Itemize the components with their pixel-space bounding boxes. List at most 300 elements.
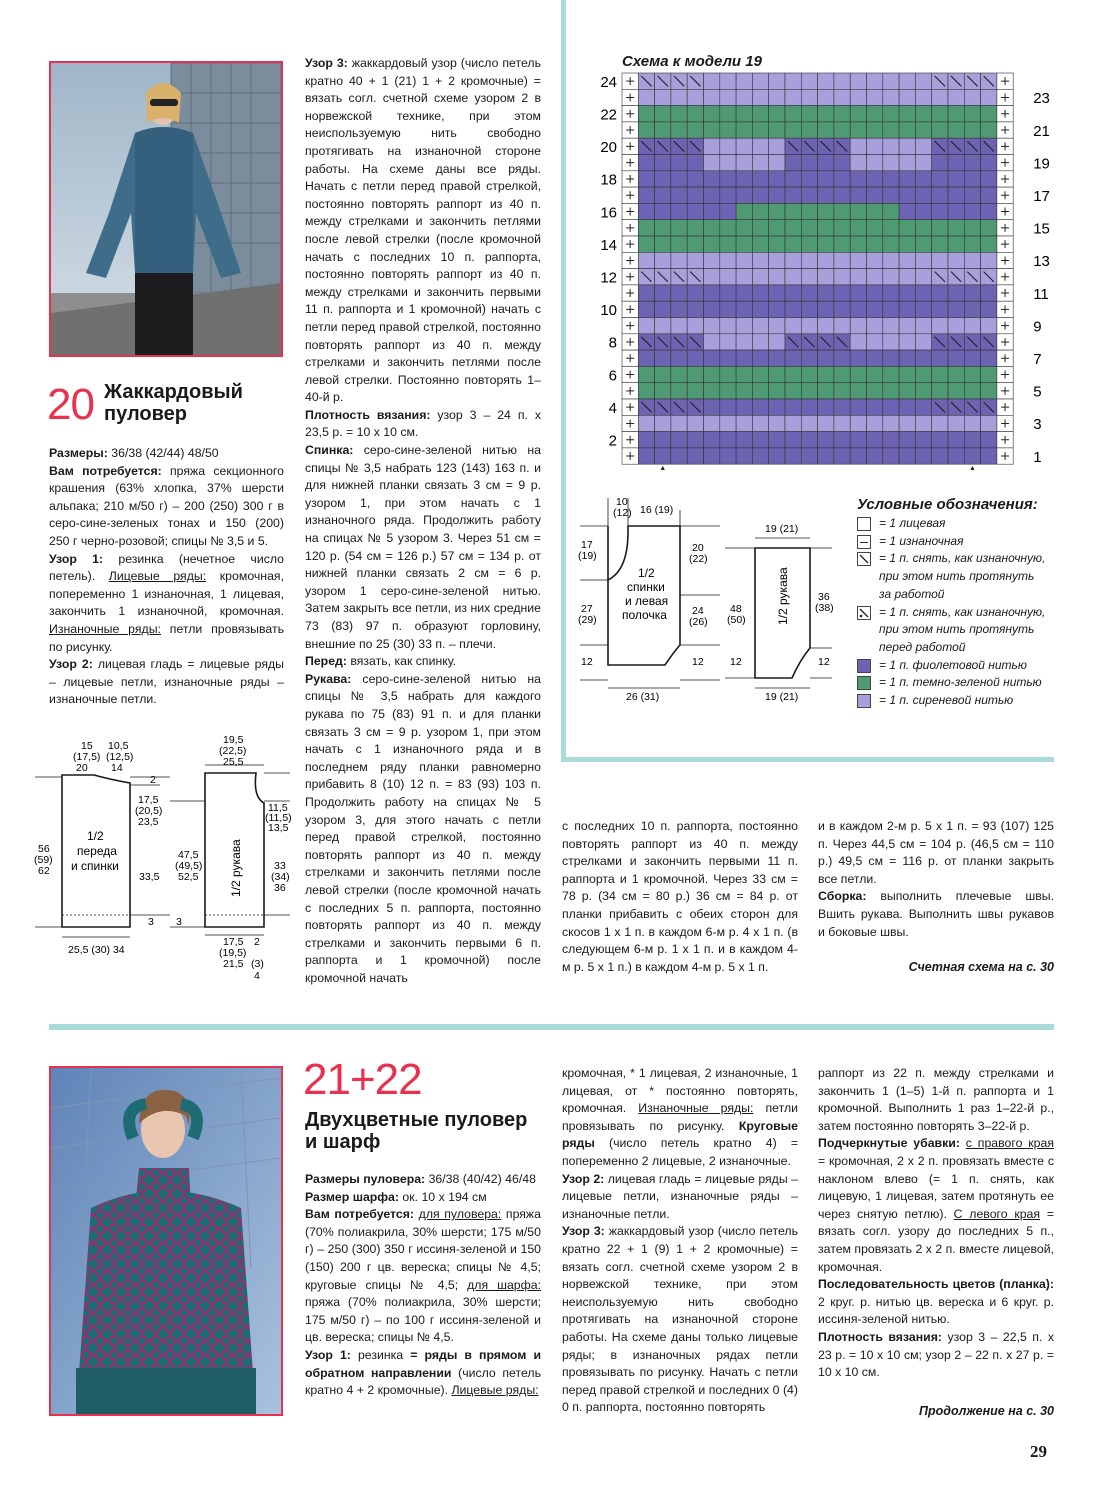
scheme-cell — [948, 252, 964, 268]
sleeve-label: 1/2 рукава — [229, 839, 243, 897]
sleeve19-l2: (50) — [727, 614, 746, 626]
scheme-cell — [785, 432, 801, 448]
row-number-right: 19 — [1033, 155, 1050, 173]
scheme-cell — [769, 350, 785, 366]
dim-top1b: (17,5) — [73, 751, 101, 763]
row-number-right: 5 — [1033, 383, 1042, 401]
scheme-cell — [932, 252, 948, 268]
scheme-cell — [687, 350, 703, 366]
scheme-cell — [867, 432, 883, 448]
scheme-cell — [769, 448, 785, 464]
scheme-cell — [785, 269, 801, 285]
model-2122-title — [305, 1109, 527, 1153]
scheme-cell — [834, 366, 850, 382]
scheme-cell — [671, 220, 687, 236]
scheme-cell — [671, 432, 687, 448]
sleeve-v3: 3 — [176, 916, 182, 928]
scheme-cell — [801, 415, 817, 431]
model-2122-title-line1: Двухцветные пуловер — [305, 1109, 528, 1131]
scheme-cell — [818, 187, 834, 203]
scheme-cell — [736, 171, 752, 187]
scheme-cell — [981, 285, 997, 301]
model-20-assembly — [818, 818, 1054, 941]
scheme-cell — [655, 366, 671, 382]
scheme-cell — [818, 73, 834, 89]
scheme-cell — [948, 106, 964, 122]
scheme-cell — [801, 187, 817, 203]
scheme-cell — [981, 432, 997, 448]
scheme-cell — [655, 285, 671, 301]
scheme-cell — [736, 318, 752, 334]
scheme-cell — [915, 203, 931, 219]
scheme-cell — [899, 220, 915, 236]
scheme-cell — [915, 432, 931, 448]
scheme-cell — [671, 122, 687, 138]
sleeve-top3: 25,5 — [223, 756, 244, 768]
scheme-cell — [671, 89, 687, 105]
pattern1-face-value: кромочная, попеременно 1 изнаночная, 1 лицевая, закончить 1 изнаночной, кромочная. — [49, 569, 284, 619]
legend-knit: = 1 лицевая — [857, 515, 1052, 533]
sleeve-r2: (11,5) — [265, 812, 292, 824]
scheme-cell — [818, 106, 834, 122]
scheme-cell — [638, 448, 654, 464]
needs-2122-label: Вам потребуется: — [305, 1207, 415, 1222]
scheme-cell — [867, 122, 883, 138]
scheme-cell — [834, 122, 850, 138]
scheme-cell — [899, 383, 915, 399]
needs-value: пряжа секционного крашения (63% хлопка, 37% шерсти альпака; 210 м/50 г) – 200 (250) 300 г в серо-сине-зеленых тонах и 150 (200) 250 г черно-розовой; спицы № 3,5 и 5. — [49, 463, 284, 548]
pattern2-label: Узор 2: — [49, 657, 93, 672]
scheme-cell — [638, 252, 654, 268]
scheme-cell — [818, 399, 834, 415]
pattern1-purl-label: Изнаночные ряды: — [49, 621, 161, 636]
scheme-cell — [720, 383, 736, 399]
scheme-cell — [687, 122, 703, 138]
piece-label2: переда — [77, 844, 117, 858]
scheme-cell — [981, 106, 997, 122]
scheme-cell — [867, 171, 883, 187]
scheme-cell — [671, 106, 687, 122]
scheme-cell — [704, 187, 720, 203]
scheme-cell — [899, 399, 915, 415]
scheme-cell — [687, 106, 703, 122]
scheme-cell — [932, 432, 948, 448]
scheme-cell — [769, 383, 785, 399]
scheme-cell — [964, 318, 980, 334]
scheme-cell — [720, 138, 736, 154]
scheme-cell — [899, 236, 915, 252]
scheme-cell — [867, 366, 883, 382]
model-20-photo — [49, 61, 283, 357]
scheme-cell — [752, 301, 768, 317]
scheme-cell — [752, 203, 768, 219]
scheme-cell — [948, 171, 964, 187]
scheme-cell — [736, 122, 752, 138]
scheme-cell — [915, 399, 931, 415]
scheme-cell — [932, 285, 948, 301]
scheme-cell — [801, 269, 817, 285]
sleeve19-l12: 12 — [730, 656, 742, 668]
scheme-cell — [915, 73, 931, 89]
dim-v3: 3 — [148, 916, 154, 928]
dim19-a12: (12) — [613, 507, 632, 519]
scheme-cell — [883, 432, 899, 448]
row-number-right: 13 — [1033, 253, 1050, 271]
scheme-cell — [752, 269, 768, 285]
scheme-cell — [655, 415, 671, 431]
scheme-cell — [801, 252, 817, 268]
scheme-cell — [638, 89, 654, 105]
scheme-cell — [948, 203, 964, 219]
dec-right: с правого края — [965, 1136, 1054, 1151]
scheme-cell — [687, 285, 703, 301]
scheme-cell — [785, 89, 801, 105]
scheme-cell — [736, 448, 752, 464]
scheme-cell — [899, 138, 915, 154]
scheme-cell — [818, 350, 834, 366]
dim19-l29: (29) — [578, 614, 597, 626]
scheme-cell — [981, 155, 997, 171]
scheme-cell — [769, 432, 785, 448]
scheme-cell — [948, 366, 964, 382]
knit-symbol-icon — [857, 517, 871, 531]
sleeve19-bot: 19 (21) — [765, 691, 799, 703]
scheme-cell — [638, 187, 654, 203]
scheme-cell — [720, 318, 736, 334]
scheme-cell — [655, 448, 671, 464]
row-number-left: 2 — [608, 432, 617, 450]
scheme-cell — [655, 432, 671, 448]
model-20-materials — [49, 445, 284, 709]
scheme-cell — [948, 448, 964, 464]
scheme-cell — [720, 350, 736, 366]
scheme-cell — [932, 415, 948, 431]
needs-for-pullover: для пуловера: — [418, 1207, 502, 1222]
scheme-cell — [834, 399, 850, 415]
scheme-cell — [818, 318, 834, 334]
dim19-r20: 20 — [692, 542, 704, 554]
scheme-cell — [638, 350, 654, 366]
scheme-cell — [818, 122, 834, 138]
scheme-cell — [671, 383, 687, 399]
row-number-left: 24 — [600, 73, 617, 91]
scheme-cell — [850, 171, 866, 187]
scheme-cell — [818, 301, 834, 317]
scheme-cell — [915, 220, 931, 236]
scheme-cell — [720, 334, 736, 350]
scheme-cell — [720, 399, 736, 415]
repeat-arrow-icon — [660, 467, 666, 470]
scheme-cell — [932, 220, 948, 236]
scheme-cell — [883, 285, 899, 301]
repeat-arrow-icon — [969, 467, 975, 470]
scheme-cell — [915, 89, 931, 105]
scheme-cell — [834, 171, 850, 187]
scheme-cell — [899, 432, 915, 448]
scheme-cell — [704, 318, 720, 334]
scheme-cell — [752, 122, 768, 138]
scheme-cell — [850, 187, 866, 203]
scheme-cell — [752, 220, 768, 236]
density-2122-label: Плотность вязания: — [818, 1329, 943, 1344]
needs-v2: пряжа (70% полиакрила, 30% шерсти; 175 м/50 г) – по 100 г иссиня-зеленой и цв. вереска; спицы № 4,5. — [305, 1295, 541, 1345]
scheme-cell — [736, 366, 752, 382]
scheme-cell — [671, 285, 687, 301]
row-number-left: 22 — [600, 106, 617, 124]
scheme-cell — [899, 269, 915, 285]
scheme-cell — [850, 73, 866, 89]
piece-label1: 1/2 — [87, 829, 104, 843]
scheme-cell — [867, 318, 883, 334]
chart-reference: Счетная схема на с. 30 — [908, 960, 1054, 974]
scheme-cell — [638, 301, 654, 317]
scheme-cell — [915, 187, 931, 203]
scheme-cell — [752, 187, 768, 203]
scheme-cell — [638, 220, 654, 236]
sleeve-b2: 2 — [254, 936, 260, 948]
scheme-cell — [704, 106, 720, 122]
scheme-cell — [752, 399, 768, 415]
scheme-cell — [638, 366, 654, 382]
scheme-cell — [704, 334, 720, 350]
legend-lilac: = 1 п. сиреневой нитью — [857, 692, 1052, 710]
dim-r175: 17,5 — [138, 794, 159, 806]
pull-sizes-value: 36/38 (40/42) 46/48 — [425, 1172, 536, 1186]
legend-slip-back-2: при этом нить протянуть — [879, 569, 1035, 584]
dim-top1: 15 — [81, 740, 93, 752]
row-number-right: 15 — [1033, 220, 1050, 238]
scheme-cell — [801, 350, 817, 366]
dim19-a10: 10 — [616, 496, 628, 508]
scheme-cell — [785, 106, 801, 122]
scheme-cell — [785, 203, 801, 219]
scheme-cell — [883, 171, 899, 187]
scheme-cell — [981, 366, 997, 382]
scheme-cell — [704, 252, 720, 268]
scheme-cell — [867, 399, 883, 415]
scheme-cell — [801, 89, 817, 105]
sleeve-top2: (22,5) — [219, 745, 247, 757]
scheme-cell — [769, 334, 785, 350]
scheme-cell — [818, 89, 834, 105]
scheme-cell — [785, 448, 801, 464]
slip-back-symbol-icon — [857, 552, 871, 566]
scheme-cell — [981, 89, 997, 105]
dim19-r24: 24 — [692, 605, 704, 617]
scheme-cell — [655, 155, 671, 171]
scheme-cell — [850, 399, 866, 415]
dim-r235: 23,5 — [138, 816, 159, 828]
scheme-cell — [671, 187, 687, 203]
scheme-cell — [834, 252, 850, 268]
scheme-cell — [964, 187, 980, 203]
scheme-cell — [671, 301, 687, 317]
row-number-right: 3 — [1033, 416, 1042, 434]
scheme-cell — [883, 350, 899, 366]
scheme-cell — [671, 155, 687, 171]
front-label: Перед: — [305, 654, 347, 669]
pattern1-value: резинка (нечетное число петель). — [49, 551, 284, 584]
scheme-cell — [769, 155, 785, 171]
scheme-cell — [850, 350, 866, 366]
c3-t1: раппорт из 22 п. между стрелками и закончить 1 (1–5) 1-й п. раппорта и 1 кромочной. Выполнить 1 раз 1–22-й р., затем постоянно повторять 3–22-й р. — [818, 1066, 1054, 1133]
scheme-cell — [801, 383, 817, 399]
dim-top2c: 14 — [111, 762, 123, 774]
scheme-cell — [867, 269, 883, 285]
scheme-cell — [704, 89, 720, 105]
scheme-cell — [948, 285, 964, 301]
scheme-cell — [752, 334, 768, 350]
scheme-cell — [883, 448, 899, 464]
row-number-right: 7 — [1033, 350, 1042, 368]
scheme-cell — [720, 73, 736, 89]
scheme-cell — [834, 155, 850, 171]
scheme-cell — [655, 252, 671, 268]
scheme-cell — [801, 106, 817, 122]
jacquard-scheme-grid — [590, 70, 1050, 470]
needs-label: Вам потребуется: — [49, 463, 162, 478]
scheme-cell — [785, 220, 801, 236]
scheme-cell — [769, 252, 785, 268]
needs-v1: пряжа (70% полиакрила, 30% шерсти; 175 м/50 г) – 250 (300) 350 г иссиня-зеленой и 150 (150) 200 г цв. вереска; спицы № 4,5; круговые спицы № 4,5; — [305, 1207, 541, 1292]
scheme-cell — [720, 171, 736, 187]
dim-left62: 62 — [38, 865, 50, 877]
scheme-cell — [883, 383, 899, 399]
row-number-left: 8 — [608, 334, 617, 352]
scheme-cell — [818, 252, 834, 268]
scheme-cell — [883, 366, 899, 382]
scheme-cell — [850, 448, 866, 464]
model-2122-col1 — [305, 1171, 541, 1400]
scheme-cell — [785, 122, 801, 138]
pattern1-purl-value: петли провязывать по рисунку. — [49, 621, 284, 654]
scheme-cell — [785, 383, 801, 399]
scheme-cell — [671, 350, 687, 366]
page-number: 29 — [1030, 1442, 1047, 1461]
scheme-cell — [769, 73, 785, 89]
scheme-cell — [801, 285, 817, 301]
scheme-cell — [981, 415, 997, 431]
scheme-cell — [769, 220, 785, 236]
scheme-cell — [850, 138, 866, 154]
sleeve-r1: 11,5 — [268, 802, 288, 814]
scheme-cell — [867, 203, 883, 219]
scheme-cell — [704, 432, 720, 448]
sizes-label: Размеры: — [49, 446, 108, 460]
scheme-cell — [948, 89, 964, 105]
scheme-cell — [899, 155, 915, 171]
scheme-cell — [638, 415, 654, 431]
scheme-cell — [638, 236, 654, 252]
c3-t2: = кромочная, 2 х 2 п. провязать вместе с наклоном влево (= 1 п. снять, как лицевую, 1 лицевая, затем протянуть ее через снятую петлю). — [818, 1153, 1054, 1221]
scheme-cell — [736, 383, 752, 399]
scheme-cell — [818, 383, 834, 399]
scheme-cell — [867, 187, 883, 203]
legend-slip-front-2: при этом нить протянуть — [879, 622, 1035, 637]
scheme-cell — [964, 366, 980, 382]
scheme-cell — [818, 432, 834, 448]
scheme-cell — [769, 187, 785, 203]
density-2122-value: узор 3 – 22,5 п. х 23 р. = 10 х 10 см; узор 2 – 22 п. х 27 р. = 10 х 10 см. — [818, 1329, 1054, 1380]
scheme-cell — [964, 203, 980, 219]
scheme-cell — [867, 285, 883, 301]
scheme-cell — [671, 318, 687, 334]
pull-sizes-label: Размеры пуловера: — [305, 1172, 426, 1186]
scheme-cell — [687, 383, 703, 399]
scheme-cell — [981, 383, 997, 399]
scheme-cell — [687, 236, 703, 252]
model-20-sleeves-continued: с последних 10 п. раппорта, постоянно повторять раппорт из 40 п. между стрелками и закончить первыми 11 п. раппорта и 1 кромочной. Через 33 см = 78 р. (34 см = 80 р.) 36 см = 84 р. от планки прибавить с обеих сторон для скосов 1 х 1 п. в каждом 6-м р. 4 х 1 п. (в следующем 6-м р. 1 х 1 п. и в каждом 4-м р. 5 х 1 п.) в каждом 4-м р. 5 х 1 п. — [562, 819, 798, 974]
dim-top1c: 20 — [76, 762, 88, 774]
scheme-cell — [867, 138, 883, 154]
scheme-cell — [801, 220, 817, 236]
scheme-cell — [850, 415, 866, 431]
scheme-cell — [736, 269, 752, 285]
scheme-cell — [867, 383, 883, 399]
scheme-cell — [801, 366, 817, 382]
scheme-cell — [981, 203, 997, 219]
scheme-cell — [932, 171, 948, 187]
piece19-c1: 1/2 — [638, 566, 655, 580]
legend-slip-back: = 1 п. снять, как изнаночную, — [857, 550, 1052, 568]
row-number-right: 1 — [1033, 448, 1042, 466]
scheme-cell — [834, 89, 850, 105]
scheme-cell — [769, 89, 785, 105]
scheme-cell — [899, 171, 915, 187]
model-20-photo-image — [51, 63, 281, 355]
scheme-cell — [752, 155, 768, 171]
scheme-cell — [915, 366, 931, 382]
lilac-swatch-icon — [857, 694, 871, 708]
scheme-cell — [687, 366, 703, 382]
scheme-cell — [834, 236, 850, 252]
scheme-cell — [818, 171, 834, 187]
scheme-cell — [818, 448, 834, 464]
scheme-cell — [769, 203, 785, 219]
c2-p2-label: Узор 2: — [562, 1171, 605, 1186]
scheme-cell — [899, 122, 915, 138]
scheme-cell — [801, 448, 817, 464]
scheme-cell — [638, 203, 654, 219]
scheme-cell — [948, 155, 964, 171]
scheme-cell — [867, 73, 883, 89]
assembly-value: выполнить плечевые швы. Вшить рукава. Выполнить швы рукавов и боковые швы. — [818, 889, 1054, 939]
scheme-cell — [638, 285, 654, 301]
scheme-cell — [655, 89, 671, 105]
scheme-cell — [834, 269, 850, 285]
scheme-cell — [769, 285, 785, 301]
scheme-cell — [964, 448, 980, 464]
scheme-cell — [752, 106, 768, 122]
scheme-cell — [964, 350, 980, 366]
legend-purl: = 1 изнаночная — [857, 533, 1052, 551]
scheme-cell — [801, 432, 817, 448]
scheme-cell — [867, 448, 883, 464]
scheme-cell — [818, 415, 834, 431]
scheme-cell — [736, 334, 752, 350]
scheme-cell — [638, 122, 654, 138]
model-2122-photo-image — [51, 1068, 281, 1414]
sleeve19-r1: 36 — [818, 591, 830, 603]
scheme-cell — [752, 350, 768, 366]
scheme-cell — [736, 220, 752, 236]
dim19-r22: (22) — [689, 553, 708, 565]
model-20-title-line1: Жаккардовый — [104, 381, 243, 403]
sleeve-bot1: 17,5 — [223, 936, 244, 948]
sleeve19-top: 19 (21) — [765, 523, 799, 535]
scheme-cell — [867, 155, 883, 171]
scheme-cell — [850, 203, 866, 219]
